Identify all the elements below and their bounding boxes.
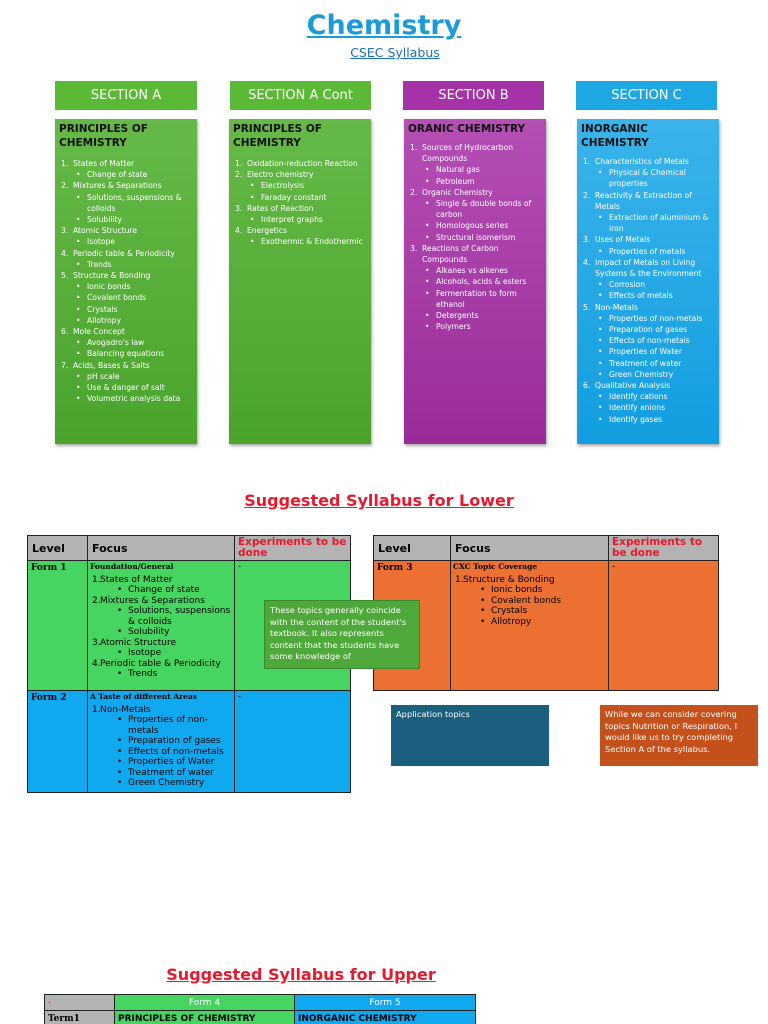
sub-item: • Properties of metals [595,246,715,257]
item-label: Structure & Bonding [73,271,151,281]
item-label: Periodic table & Periodicity [100,658,221,669]
sub-item: • Avogadro's law [73,337,193,348]
item-label: Organic Chemistry [422,187,493,197]
form5-cell: INORGANIC CHEMISTRY [295,1011,476,1024]
list-item [581,302,715,380]
list-item [90,659,232,680]
sub-list [73,337,193,359]
list-item [59,225,193,247]
list-item [233,158,367,169]
sub-item: • Detergents [422,310,542,321]
item-number: 1. [92,704,101,715]
sub-item: • Ionic bonds [463,585,606,596]
sub-item: • Treatment of water [595,358,715,369]
sub-list [463,585,606,627]
section-c-box [577,119,719,444]
sub-item: • Allotropy [463,617,606,628]
item-label: Uses of Metals [595,235,651,245]
sub-list [595,279,715,301]
list-item [233,203,367,225]
experiments-header: Experiments to be done [609,536,719,561]
sub-item: • Solubility [100,627,232,638]
sub-item: • Treatment of water [100,768,232,779]
sub-list [73,371,193,405]
page-subtitle[interactable]: CSEC Syllabus [350,45,440,60]
list-item [59,270,193,326]
list-item [59,158,193,180]
item-number: 3. [583,235,591,245]
section-a-cont-list [233,158,367,248]
sub-item: • Properties of Water [595,346,715,357]
sub-item: • Solubility [73,214,193,225]
sub-list [73,281,193,326]
item-label: Rates of Reaction [247,203,314,213]
application-callout-text: Application topics [396,709,470,719]
sub-item: • Green Chemistry [595,369,715,380]
sub-item: • Covalent bonds [463,596,606,607]
sub-item: • Solutions, suspensions & colloids [73,192,193,214]
sub-item: • Volumetric analysis data [73,393,193,404]
sub-item: • Identify gases [595,414,715,425]
sub-list [422,198,542,243]
section-b-title: ORANIC CHEMISTRY [408,123,526,135]
item-label: Acids, Bases & Salts [73,360,150,370]
section-c-title: INORGANIC CHEMISTRY [581,123,649,149]
section-a-cont-header: SECTION A Cont [230,81,371,110]
sub-list [247,180,367,202]
sub-item: • Solutions, suspensions & colloids [100,606,232,627]
item-label: Electro chemistry [247,170,314,180]
sub-list [247,214,367,225]
section-a-cont-box [229,119,371,444]
item-number: 2. [583,190,591,200]
focus-cell [88,561,235,691]
sub-item: • Allotropy [73,315,193,326]
section-b-header: SECTION B [403,81,544,110]
item-number: 2. [92,595,101,606]
sub-item: • Exothermic & Endothermic [247,236,367,247]
sub-item: • Identify cations [595,391,715,402]
focus-title: CXC Topic Coverage [453,562,538,571]
item-number: 3. [410,243,418,253]
item-label: Non-Metals [100,704,151,715]
list-item [90,575,232,596]
item-label: Mole Concept [73,327,125,337]
nutrition-callout [600,705,758,766]
item-number: 4. [583,257,591,267]
section-a-cont-title: PRINCIPLES OF CHEMISTRY [233,123,322,149]
item-label: Qualitative Analysis [595,381,671,391]
list-item [59,248,193,270]
list-item [233,225,367,247]
item-number: 1. [61,159,69,168]
focus-header: Focus [88,536,235,561]
item-number: 2. [61,181,69,191]
item-label: States of Matter [100,574,173,585]
table-row [45,1011,476,1024]
item-number: 6. [583,381,591,391]
sub-list [595,167,715,189]
sub-list [595,313,715,380]
sub-item: • Extraction of aluminium & iron [595,212,715,234]
focus-header: Focus [451,536,609,561]
item-label: Reactions of Carbon Compounds [422,243,499,265]
sub-item: • pH scale [73,371,193,382]
section-c-header: SECTION C [576,81,717,110]
item-label: Energetics [247,226,287,236]
sub-item: • Balancing equations [73,348,193,359]
list-item [59,326,193,360]
focus-cell [451,561,609,691]
experiments-cell: - [235,691,351,793]
item-label: Non-Metals [595,302,638,312]
sub-list [422,164,542,186]
item-number: 3. [61,226,69,236]
sub-item: • Polymers [422,321,542,332]
section-b-box [404,119,546,444]
sub-list [595,391,715,425]
item-label: Impact of Metals on Living Systems & the Environment [595,257,702,279]
level-header: Level [28,536,88,561]
experiments-header: Experiments to be done [235,536,351,561]
item-number: 1. [410,143,418,152]
item-label: Mixtures & Separations [100,595,205,606]
focus-cell [88,691,235,793]
level-cell: Form 2 [28,691,88,793]
sub-list [73,192,193,226]
list-item [408,142,542,187]
section-a-box [55,119,197,444]
item-number: 5. [61,271,69,281]
level-cell: Form 3 [374,561,451,691]
sub-item: • Ionic bonds [73,281,193,292]
lower-right-table [373,535,719,691]
sub-item: • Faraday constant [247,192,367,203]
form4-cell: PRINCIPLES OF CHEMISTRY [115,1011,295,1024]
item-number: 1. [235,159,243,168]
focus-title: Foundation/General [90,562,174,571]
sub-item: • Preparation of gases [100,736,232,747]
nutrition-callout-text: While we can consider covering topics Nutrition or Respiration, I would like us to try completing Section A of the syllabus. [605,709,738,754]
sub-item: • Petroleum [422,176,542,187]
upper-table [44,994,476,1024]
level-cell: Form 1 [28,561,88,691]
sub-item: • Interpret graphs [247,214,367,225]
list-item [453,575,606,628]
item-number: 3. [92,637,101,648]
list-item [90,596,232,638]
item-number: 3. [235,203,243,213]
item-number: 1. [583,157,591,166]
list-item [581,190,715,235]
item-label: Oxidation-reduction Reaction [247,159,358,168]
item-label: Structure & Bonding [463,574,555,585]
callout-arrow [264,621,265,649]
sub-item: • Trends [100,669,232,680]
sub-list [100,648,232,659]
item-number: 1. [455,574,464,585]
application-callout [391,705,549,766]
sub-item: • Crystals [73,304,193,315]
item-number: 1. [92,574,101,585]
sub-item: • Effects of non-metals [100,747,232,758]
list-item [408,243,542,333]
table-header-row [45,995,476,1011]
sub-list [595,212,715,234]
sub-item: • Isotope [73,236,193,247]
item-number: 4. [235,226,243,236]
sub-item: • Covalent bonds [73,292,193,303]
sub-list [100,669,232,680]
sub-item: • Alcohols, acids & esters [422,276,542,287]
list-item [581,234,715,256]
focus-title: A Taste of different Areas [90,692,197,701]
section-a-header: SECTION A [55,81,197,110]
item-number: 7. [61,360,69,370]
list-item [581,257,715,302]
sub-item: • Natural gas [422,164,542,175]
item-label: Atomic Structure [73,226,138,236]
sub-item: • Corrosion [595,279,715,290]
item-number: 2. [235,170,243,180]
sub-item: • Single & double bonds of carbon [422,198,542,220]
form5-header: Form 5 [295,995,476,1011]
sub-item: • Electrolysis [247,180,367,191]
sub-item: • Isotope [100,648,232,659]
list-item [581,156,715,190]
sub-item: • Green Chemistry [100,778,232,789]
form4-header: Form 4 [115,995,295,1011]
sub-list [73,259,193,270]
experiments-cell: - [235,561,351,691]
table-header-row [28,536,351,561]
item-label: Periodic table & Periodicity [73,248,175,258]
focus-list [90,575,232,680]
sub-item: • Alkanes vs alkenes [422,265,542,276]
focus-list [90,705,232,789]
item-number: 5. [583,302,591,312]
item-label: Characteristics of Metals [595,157,689,166]
sub-list [100,606,232,638]
list-item [59,360,193,405]
item-label: Reactivity & Extraction of Metals [595,190,692,211]
list-item [59,180,193,225]
sub-item: • Crystals [463,606,606,617]
list-item [581,380,715,425]
sub-item: • Use & danger of salt [73,382,193,393]
section-a-title: PRINCIPLES OF CHEMISTRY [59,123,148,149]
item-number: 2. [410,187,418,197]
item-label: Sources of Hydrocarbon Compounds [422,143,514,164]
item-number: 4. [61,248,69,258]
corner-cell: - [45,995,115,1011]
term-cell: Term1 [45,1011,115,1024]
sub-item: • Identify anions [595,402,715,413]
item-number: 4. [92,658,101,669]
section-b-list [408,142,542,332]
item-number: 6. [61,327,69,337]
sub-item: • Effects of metals [595,290,715,301]
sub-list [595,246,715,257]
textbook-callout [264,600,420,669]
list-item [90,638,232,659]
item-label: Mixtures & Separations [73,181,162,191]
section-a-list [59,158,193,404]
sub-item: • Change of state [100,585,232,596]
page-title: Chemistry [306,10,462,41]
list-item [90,705,232,789]
sub-item: • Structural isomerism [422,232,542,243]
section-c-list [581,156,715,425]
sub-item: • Properties of non-metals [595,313,715,324]
sub-list [100,715,232,789]
focus-list [453,575,606,628]
sub-item: • Effects of non-metals [595,335,715,346]
sub-item: • Trends [73,259,193,270]
sub-item: • Homologous series [422,220,542,231]
table-header-row [374,536,719,561]
sub-item: • Properties of non-metals [100,715,232,736]
sub-list [247,236,367,247]
sub-item: • Preparation of gases [595,324,715,335]
item-label: States of Matter [73,159,135,168]
sub-list [73,236,193,247]
item-label: Atomic Structure [100,637,176,648]
sub-item: • Change of state [73,169,193,180]
upper-syllabus-heading: Suggested Syllabus for Upper [166,965,436,984]
sub-item: • Physical & Chemical properties [595,167,715,189]
table-row [28,691,351,793]
textbook-callout-text: These topics generally coincide with the content of the student's textbook. It also represents content that the students have some knowledge of [270,605,407,661]
list-item [408,187,542,243]
sub-item: • Fermentation to form ethanol [422,288,542,310]
table-row [374,561,719,691]
sub-list [100,585,232,596]
experiments-cell: - [609,561,719,691]
sub-list [422,265,542,332]
level-header: Level [374,536,451,561]
list-item [233,169,367,203]
lower-syllabus-heading: Suggested Syllabus for Lower [244,491,514,510]
sub-list [73,169,193,180]
sub-item: • Properties of Water [100,757,232,768]
